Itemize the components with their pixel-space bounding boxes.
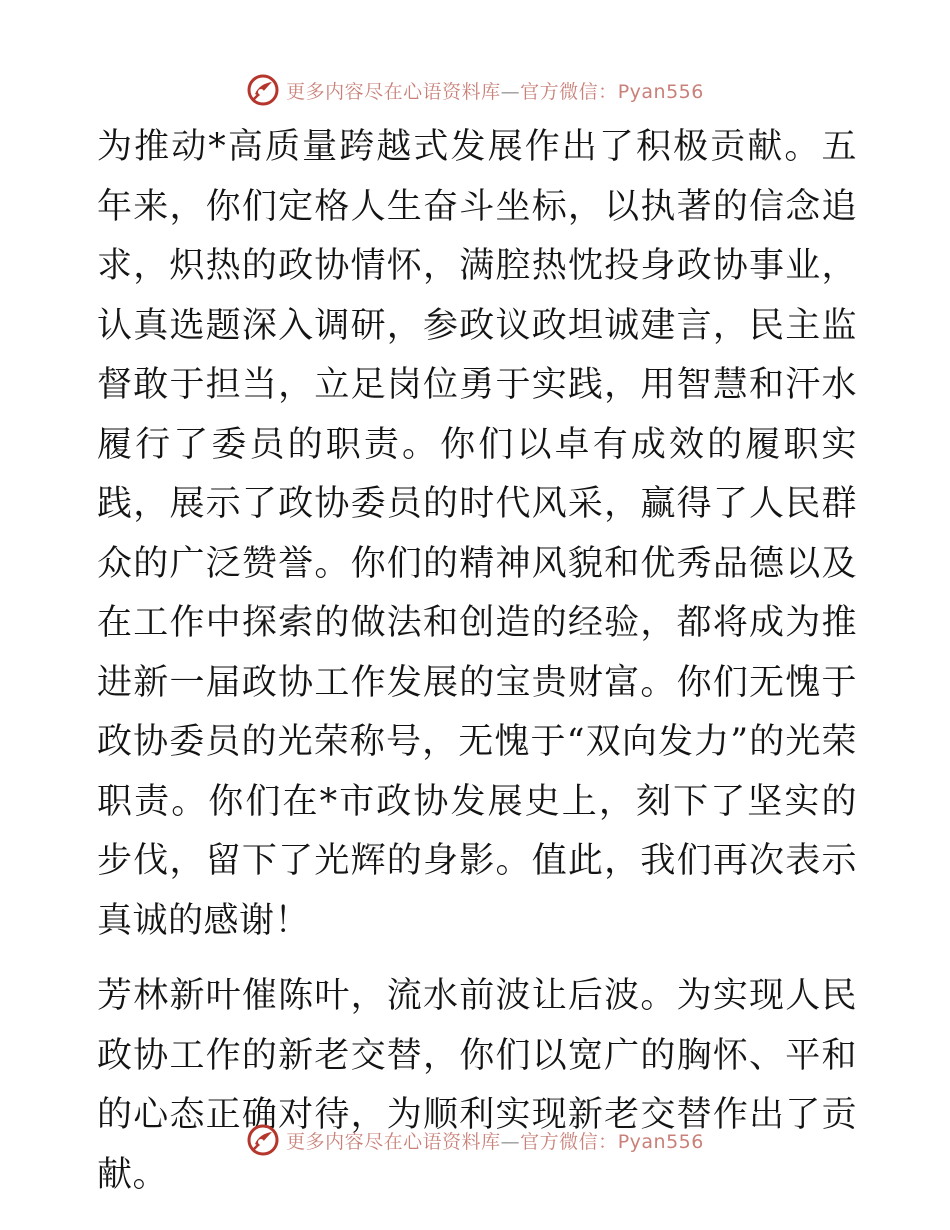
- brand-logo-icon: [246, 1123, 280, 1157]
- footer-banner-dash: —: [500, 1130, 521, 1153]
- document-body: [97, 118, 857, 1205]
- footer-banner-text: [286, 1127, 704, 1154]
- header-banner-dash: —: [500, 80, 521, 103]
- paragraph-1: 为推动*高质量跨越式发展作出了积极贡献。五年来，你们定格人生奋斗坐标，以执著的信念追求，炽热的政协情怀，满腔热忱投身政协事业，认真选题深入调研，参政议政坦诚建言，民主监督敢于担当，立足岗位勇于实践，用智慧和汗水履行了委员的职责。你们以卓有成效的履职实践，展示了政协委员的时代风采，赢得了人民群众的广泛赞誉。你们的精神风貌和优秀品德以及在工作中探索的做法和创造的经验，都将成为推进新一届政协工作发展的宝贵财富。你们无愧于政协委员的光荣称号，无愧于“双向发力”的光荣职责。你们在*市政协发展史上，刻下了坚实的步伐，留下了光辉的身影。值此，我们再次表示真诚的感谢！: [97, 127, 857, 941]
- footer-banner-wechat: 官方微信：: [520, 1130, 618, 1153]
- brand-logo-icon: [246, 73, 280, 107]
- header-banner-wechat: 官方微信：: [520, 80, 618, 103]
- header-banner-main: 更多内容尽在心语资料库: [286, 80, 501, 103]
- header-banner-id: Pyan556: [617, 80, 704, 103]
- header-banner: [0, 70, 950, 110]
- paragraph-2: 芳林新叶催陈叶，流水前波让后波。为实现人民政协工作的新老交替，你们以宽广的胸怀、平和的心态正确对待，为顺利实现新老交替作出了贡献。: [97, 976, 857, 1195]
- footer-banner-main: 更多内容尽在心语资料库: [286, 1130, 501, 1153]
- footer-banner-id: Pyan556: [617, 1130, 704, 1153]
- header-banner-text: [286, 77, 704, 104]
- footer-banner: [0, 1120, 950, 1160]
